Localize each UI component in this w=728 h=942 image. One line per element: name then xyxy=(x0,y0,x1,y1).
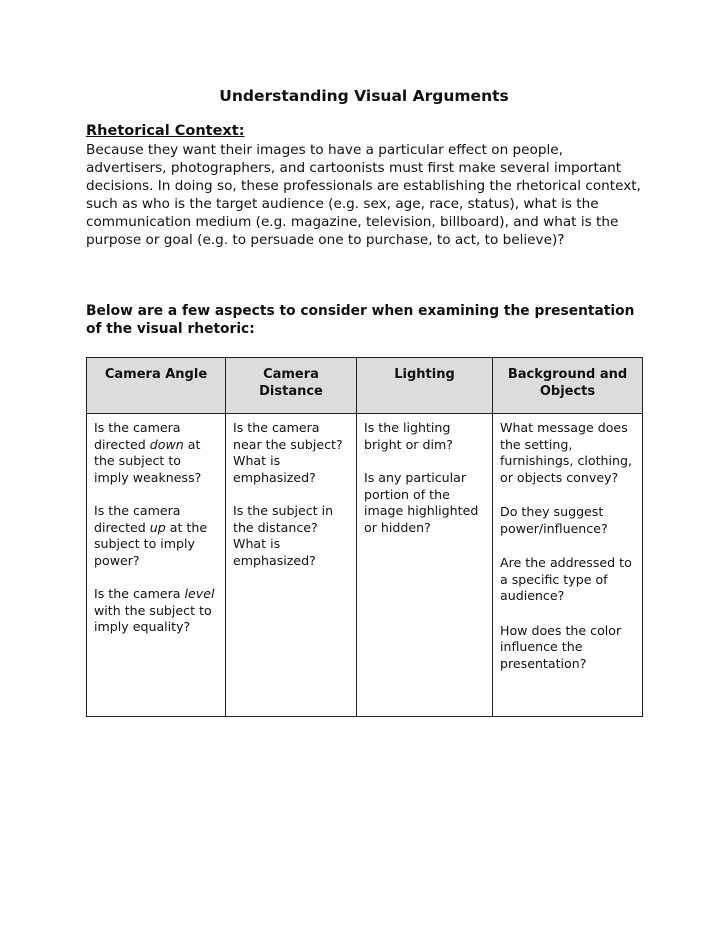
table-row xyxy=(87,414,643,717)
background-question-power: Do they suggest power/influence? xyxy=(500,504,608,536)
header-camera-distance: Camera Distance xyxy=(226,358,357,414)
rhetorical-context-paragraph: Because they want their images to have a particular effect on people, advertisers, photographers, and cartoonists must first make several important decisions. In doing so, these professionals are establishing the rhetorical context, such as who is the target audience (e.g. sex, age, race, status), what is the communication medium (e.g. magazine, television, billboard), and what is the purpose or goal (e.g. to persuade one to purchase, to act, to believe)? xyxy=(86,142,641,248)
rhetorical-context-heading: Rhetorical Context: xyxy=(86,123,245,139)
page-title: Understanding Visual Arguments xyxy=(219,87,509,105)
aspects-table xyxy=(86,357,643,717)
aspects-intro: Below are a few aspects to consider when examining the presentation of the visual rhetoric: xyxy=(86,303,635,337)
cell-camera-angle xyxy=(87,414,226,717)
cell-lighting xyxy=(357,414,493,717)
header-background-objects: Background and Objects xyxy=(493,358,643,414)
camera-distance-question-near: Is the camera near the subject? What is emphasized? xyxy=(233,420,343,485)
header-camera-angle: Camera Angle xyxy=(87,358,226,414)
background-question-message: What message does the setting, furnishings, clothing, or objects convey? xyxy=(500,420,632,485)
cell-background-objects xyxy=(493,414,643,717)
background-question-color: How does the color influence the presentation? xyxy=(500,622,622,671)
lighting-question-highlight: Is any particular portion of the image highlighted or hidden? xyxy=(364,470,479,535)
camera-angle-question-level: Is the camera level with the subject to imply equality? xyxy=(94,586,215,634)
background-question-audience: Are the addressed to a specific type of audience? xyxy=(500,555,632,603)
cell-camera-distance xyxy=(226,414,357,717)
camera-angle-question-up: Is the camera directed up at the subject to imply power? xyxy=(94,503,208,568)
table-header-row xyxy=(87,358,643,414)
lighting-question-brightness: Is the lighting bright or dim? xyxy=(364,420,453,452)
camera-angle-question-down: Is the camera directed down at the subject to imply weakness? xyxy=(94,420,202,485)
header-lighting: Lighting xyxy=(357,358,493,414)
camera-distance-question-far: Is the subject in the distance? What is emphasized? xyxy=(233,503,334,568)
